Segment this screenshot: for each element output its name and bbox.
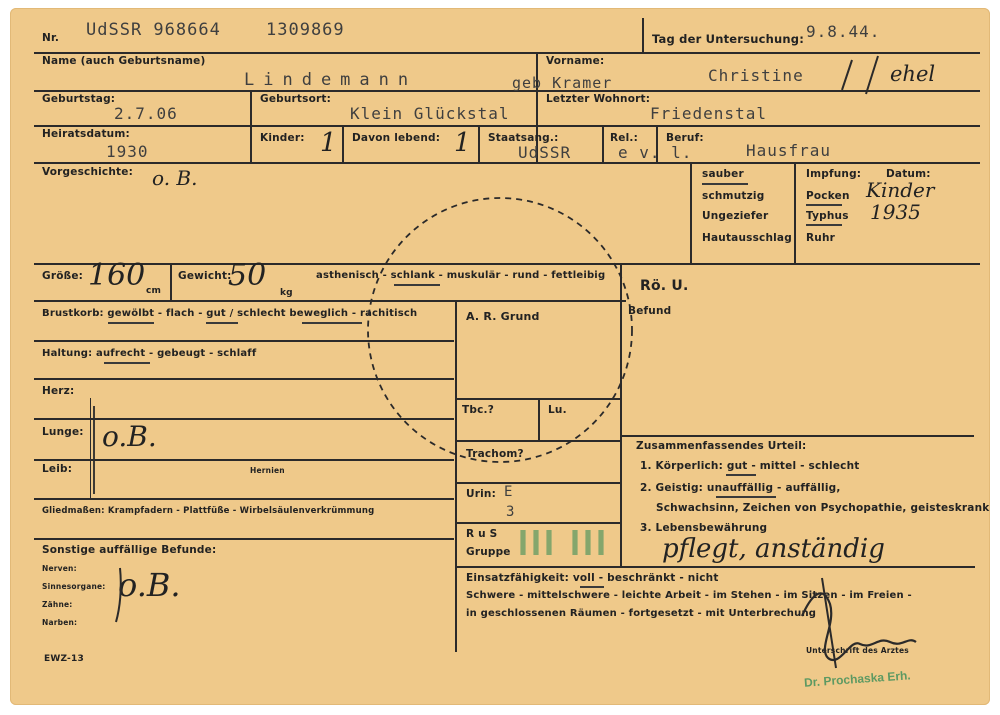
xray-befund-label: Befund [628, 305, 672, 317]
posture-options: Haltung: aufrecht - gebeugt - schlaff [42, 348, 257, 359]
urin-label: Urin: [466, 488, 496, 500]
chest-options: Brustkorb: gewölbt - flach - gut / schlecht beweglich - rachitisch [42, 308, 418, 319]
heart-label: Herz: [42, 385, 75, 397]
profession-label: Beruf: [666, 132, 704, 144]
assessment-title: Zusammenfassendes Urteil: [636, 440, 807, 452]
birthday: 2.7.06 [114, 104, 178, 123]
other-findings-label: Sonstige auffällige Befunde: [42, 544, 217, 556]
assessment-conduct: 3. Lebensbewährung [640, 522, 768, 534]
pocken-value: Kinder [866, 178, 935, 202]
birthday-label: Geburtstag: [42, 93, 116, 105]
marriage-label: Heiratsdatum: [42, 128, 130, 140]
doctor-stamp: Dr. Prochaska Erh. [803, 668, 912, 690]
vaccination-typhus: Typhus [806, 210, 849, 222]
history-label: Vorgeschichte: [42, 166, 133, 178]
religion-label: Rel.: [610, 132, 638, 144]
group-stamp: III III [518, 522, 610, 563]
other-senses: Sinnesorgane: [42, 582, 106, 591]
signature-mark [802, 593, 916, 660]
hygiene-clean: sauber [702, 168, 744, 180]
xray-label: Rö. U. [640, 278, 689, 294]
lung-label: Lunge: [42, 426, 84, 438]
religion: e v. l. [618, 143, 693, 162]
height-label: Größe: [42, 270, 84, 282]
nr-value-second: 1309869 [266, 20, 345, 40]
last-residence-label: Letzter Wohnort: [546, 93, 651, 105]
history-value: o. B. [152, 166, 198, 190]
profession: Hausfrau [746, 141, 832, 160]
slash-mark [842, 60, 852, 90]
weight-label: Gewicht: [178, 270, 232, 282]
assessment-mental: 2. Geistig: unauffällig - auffällig, [640, 482, 841, 494]
citizenship: UdSSR [518, 143, 572, 162]
lung-value: o.B. [102, 420, 157, 453]
assessment-conduct-value: pflegt, anständig [662, 534, 885, 564]
ar-label: A. R. Grund [466, 310, 540, 323]
vaccination-pocken: Pocken [806, 190, 850, 202]
marriage: 1930 [106, 142, 149, 161]
other-value: o.B. [118, 566, 181, 604]
limbs-options: Gliedmaßen: Krampfadern - Plattfüße - Wirbelsäulenverkrümmung [42, 506, 375, 516]
handwriting-overlay [10, 8, 990, 705]
date-value: 9.8.44. [806, 22, 881, 41]
birthplace: Klein Glückstal [350, 104, 510, 123]
photo-outline [368, 198, 632, 462]
other-teeth: Zähne: [42, 600, 73, 609]
bracket-mark [116, 568, 121, 622]
work-conditions: in geschlossenen Räumen - fortgesetzt - mit Unterbrechung [466, 608, 817, 619]
marital-note: ehel [890, 62, 936, 86]
hygiene-rash: Hautausschlag [702, 232, 792, 244]
surname: Lindemann [244, 70, 418, 90]
work-capacity: Einsatzfähigkeit: voll - beschränkt - nicht [466, 572, 719, 584]
other-scars: Narben: [42, 618, 78, 627]
rus-label: R u S [466, 528, 498, 540]
form-code: EWZ-13 [44, 654, 84, 664]
other-nerves: Nerven: [42, 564, 77, 573]
birthplace-label: Geburtsort: [260, 93, 331, 105]
urin-e: E [504, 484, 514, 500]
build-options: asthenisch - schlank - muskulär - rund - fettleibig [316, 270, 606, 281]
birth-name: geb Kramer [512, 74, 613, 92]
weight-value: 50 [228, 258, 267, 293]
trachom-label: Trachom? [466, 448, 524, 460]
assessment-mental-options: Schwachsinn, Zeichen von Psychopathie, geisteskrank [656, 502, 990, 514]
abdomen-label: Leib: [42, 463, 73, 475]
children: 1 [320, 128, 337, 158]
firstname-label: Vorname: [546, 55, 605, 67]
children-label: Kinder: [260, 132, 305, 144]
assessment-physical: 1. Körperlich: gut - mittel - schlecht [640, 460, 860, 472]
work-type: Schwere - mittelschwere - leichte Arbeit - im Stehen - im Sitzen - im Freien - [466, 590, 912, 601]
date-label: Tag der Untersuchung: [652, 32, 804, 46]
height-value: 160 [88, 258, 146, 293]
citizenship-label: Staatsang.: [488, 132, 559, 144]
medical-examination-card [10, 8, 990, 705]
living-label: Davon lebend: [352, 132, 441, 144]
hygiene-vermin: Ungeziefer [702, 210, 769, 222]
vaccination-label: Impfung: [806, 168, 862, 180]
typhus-value: 1935 [870, 200, 921, 224]
vaccination-date-label: Datum: [886, 168, 931, 180]
height-unit: cm [146, 286, 162, 296]
firstname: Christine [708, 66, 804, 85]
living: 1 [454, 128, 471, 158]
hernia-label: Hernien [250, 466, 285, 475]
nr-label: Nr. [42, 32, 60, 44]
lu-label: Lu. [548, 404, 567, 416]
hygiene-dirty: schmutzig [702, 190, 765, 202]
gruppe-label: Gruppe [466, 546, 511, 558]
slash-mark [866, 56, 878, 94]
nr-value: UdSSR 968664 [86, 20, 221, 40]
tbc-label: Tbc.? [462, 404, 494, 416]
vaccination-ruhr: Ruhr [806, 232, 836, 244]
signature-label: Unterschrift des Arztes [806, 646, 909, 655]
urin-value: 3 [506, 504, 516, 520]
weight-unit: kg [280, 288, 293, 298]
last-residence: Friedenstal [650, 104, 767, 123]
signature-mark [822, 578, 836, 668]
name-label: Name (auch Geburtsname) [42, 55, 206, 67]
